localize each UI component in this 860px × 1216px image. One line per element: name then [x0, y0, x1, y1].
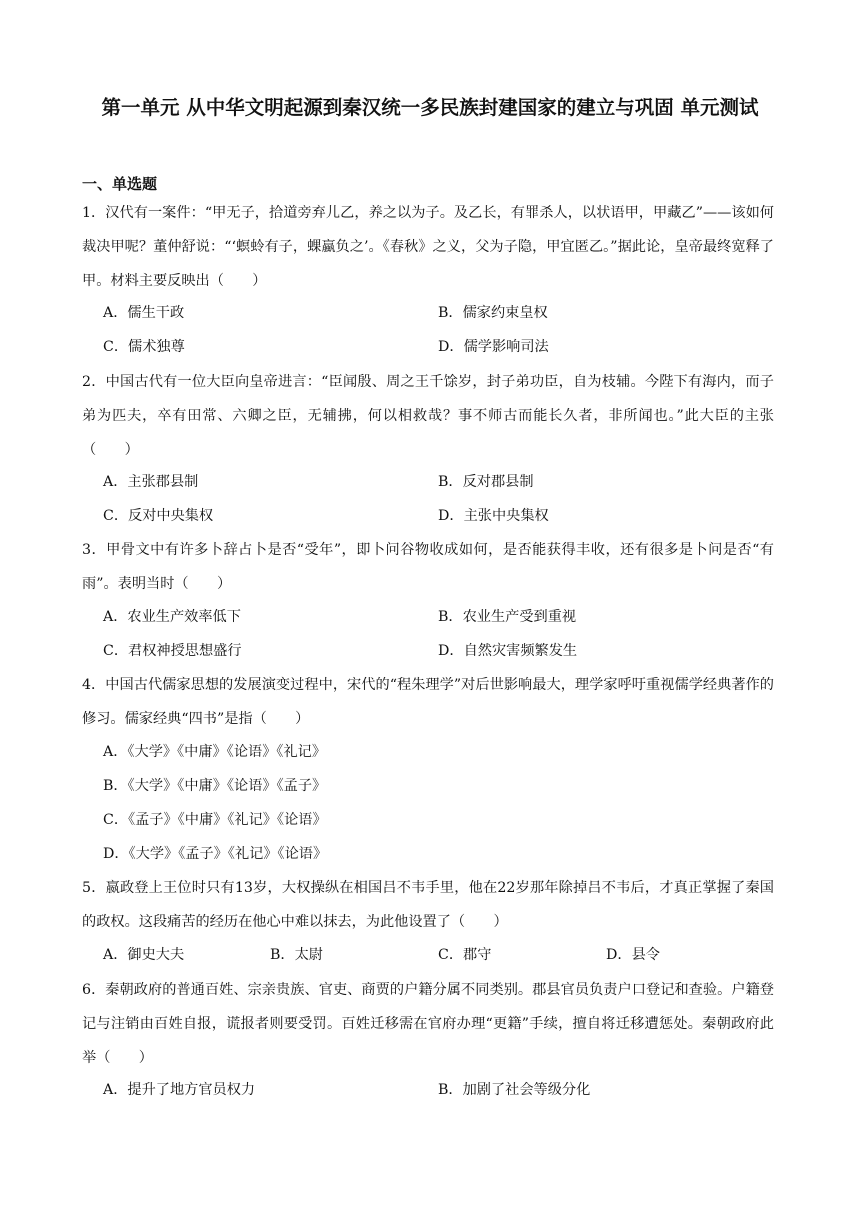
question-3-option-b: B．农业生产受到重视	[438, 609, 577, 625]
question-1-option-a: A．儒生干政	[103, 305, 185, 321]
question-6-option-a: A．提升了地方官员权力	[103, 1082, 256, 1098]
question-2-option-a: A．主张郡县制	[103, 474, 199, 490]
question-5-option-c: C．郡守	[438, 947, 492, 963]
question-4-option-a: A．《大学》《中庸》《论语》《礼记》	[103, 744, 327, 760]
question-4-option-b: B．《大学》《中庸》《论语》《孟子》	[103, 778, 327, 794]
question-1-text: 1．汉代有一案件：“甲无子，拾道旁弃儿乙，养之以为子。及乙长，有罪杀人，以状语甲，甲藏乙”——该如何裁决甲呢？董仲舒说：“‘螟蛉有子，蜾蠃负之’。《春秋》之义，父为子隐，甲宜匿乙。”据此论，皇帝最终宽释了甲。材料主要反映出（ ）	[82, 205, 774, 289]
question-3-option-c: C．君权神授思想盛行	[103, 643, 242, 659]
question-4-option-d: D．《大学》《孟子》《礼记》《论语》	[103, 846, 328, 862]
question-2-option-d: D．主张中央集权	[438, 508, 549, 524]
question-3-option-a: A．农业生产效率低下	[103, 609, 241, 625]
question-2-option-b: B．反对郡县制	[438, 474, 534, 490]
question-6-text: 6．秦朝政府的普通百姓、宗亲贵族、官吏、商贾的户籍分属不同类别。郡县官员负责户口登记和查验。户籍登记与注销由百姓自报，谎报者则要受罚。百姓迁移需在官府办理“更籍”手续，擅自将迁移遭惩处。秦朝政府此举（ ）	[82, 982, 774, 1066]
question-4-option-c: C．《孟子》《中庸》《礼记》《论语》	[103, 812, 327, 828]
section-heading: 一、单选题	[82, 175, 158, 193]
page-title: 第一单元 从中华文明起源到秦汉统一多民族封建国家的建立与巩固 单元测试	[101, 96, 759, 119]
question-3-option-d: D．自然灾害频繁发生	[438, 643, 578, 659]
question-5-option-d: D．县令	[606, 947, 660, 963]
question-2-text: 2．中国古代有一位大臣向皇帝进言：“臣闻殷、周之王千馀岁，封子弟功臣，自为枝辅。今陛下有海内，而子弟为匹夫，卒有田常、六卿之臣，无辅拂，何以相救哉？事不师古而能长久者，非所闻也。”此大臣的主张（ ）	[82, 374, 774, 458]
question-5-option-b: B．太尉	[270, 947, 323, 963]
question-5-option-a: A．御史大夫	[103, 947, 185, 963]
question-1-option-c: C．儒术独尊	[103, 339, 185, 355]
question-4-text: 4．中国古代儒家思想的发展演变过程中，宋代的“程朱理学”对后世影响最大，理学家呼吁重视儒学经典著作的修习。儒家经典“四书”是指（ ）	[82, 677, 774, 727]
question-3-text: 3．甲骨文中有许多卜辞占卜是否“受年”，即卜问谷物收成如何，是否能获得丰收，还有很多是卜问是否“有雨”。表明当时（ ）	[82, 542, 774, 592]
question-1-option-b: B．儒家约束皇权	[438, 305, 548, 321]
question-6-option-b: B．加剧了社会等级分化	[438, 1082, 591, 1098]
question-2-option-c: C．反对中央集权	[103, 508, 214, 524]
question-5-text: 5．嬴政登上王位时只有13岁，大权操纵在相国吕不韦手里，他在22岁那年除掉吕不韦后，才真正掌握了秦国的政权。这段痛苦的经历在他心中难以抹去，为此他设置了（ ）	[82, 880, 774, 930]
question-1-option-d: D．儒学影响司法	[438, 339, 549, 355]
